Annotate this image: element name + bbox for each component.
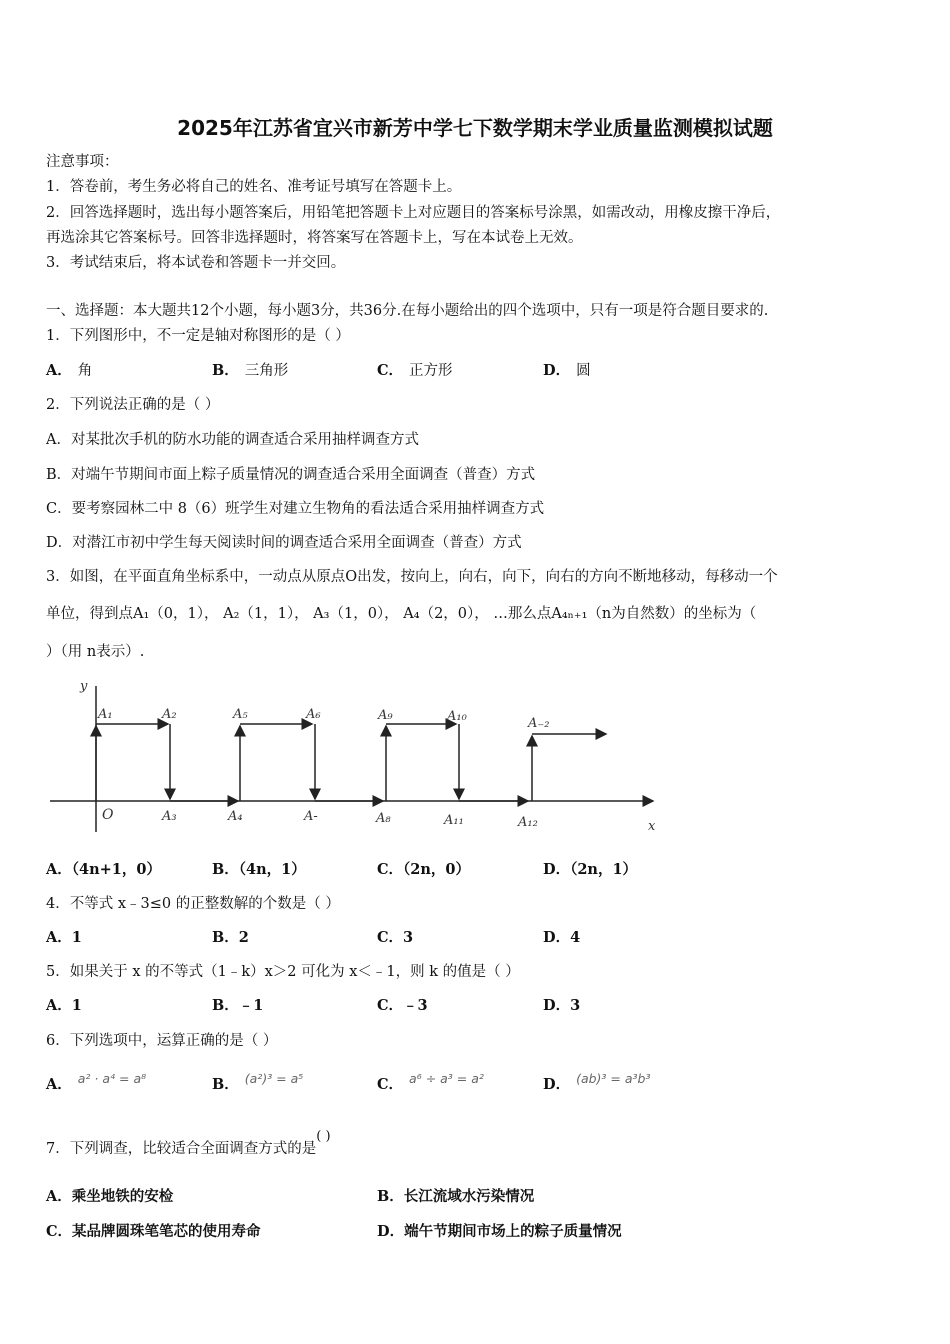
q1-option-a (46, 361, 92, 381)
question-3-line-2: 单位，得到点A₁（0，1）， A₂（1，1）， A₃（1，0）， A₄（2，0）， …那么点A₄ₙ₊₁（n为自然数）的坐标为（ (46, 606, 757, 622)
section-heading: 一、选择题：本大题共12个小题，每小题3分，共36分.在每小题给出的四个选项中，只有一项是符合题目要求的. (46, 303, 769, 319)
q7-answer-paren: ( ) (316, 1129, 331, 1144)
q6-option-b-expr: (a²)³ = a⁵ (244, 1071, 304, 1086)
q6-option-a (46, 1071, 147, 1095)
q6-option-d-expr: (ab)³ = a³b³ (576, 1071, 651, 1086)
q1-option-d (543, 361, 591, 381)
q6-option-d-label: D． (543, 1076, 571, 1093)
q6-option-c-expr: a⁶ ÷ a³ = a² (409, 1071, 484, 1086)
q4-option-a: A．1 (46, 929, 82, 946)
q3-option-d: D．（2n，1） (543, 861, 638, 878)
q1-option-c-text: 正方形 (409, 363, 453, 379)
q3-coordinate-figure (50, 672, 670, 842)
point-label: A₁₀ (447, 709, 467, 724)
question-1-stem: 1．下列图形中，不一定是轴对称图形的是（ ） (46, 328, 350, 344)
q6-option-a-expr: a² · a⁴ = a⁸ (77, 1071, 147, 1086)
notice-item-1: 1．答卷前，考生务必将自己的姓名、准考证号填写在答题卡上。 (46, 179, 462, 195)
page-title: 2025年江苏省宜兴市新芳中学七下数学期末学业质量监测模拟试题 (177, 116, 773, 140)
q5-option-d: D．3 (543, 997, 581, 1014)
q5-option-c: C．﹣3 (377, 997, 428, 1014)
question-4-stem: 4．不等式 x﹣3≤0 的正整数解的个数是（ ） (46, 896, 340, 912)
notice-item-3: 3．考试结束后，将本试卷和答题卡一并交回。 (46, 255, 346, 271)
q6-option-b (212, 1071, 304, 1095)
q5-option-b: B．﹣1 (212, 997, 264, 1014)
q1-option-d-text: 圆 (576, 363, 591, 379)
question-2-stem: 2．下列说法正确的是（ ） (46, 397, 220, 413)
q3-option-b: B．（4n，1） (212, 861, 306, 878)
q1-option-b-text: 三角形 (244, 363, 289, 379)
q7-option-b: B．长江流域水污染情况 (377, 1188, 535, 1205)
point-label: A₋₂ (528, 716, 550, 731)
question-3-line-3: ）（用 n表示）. (46, 644, 145, 660)
point-label: A₉ (378, 708, 393, 723)
point-label: A₁ (98, 707, 113, 722)
q7-option-d: D．端午节期间市场上的粽子质量情况 (377, 1223, 622, 1240)
q1-option-c-label: C． (377, 362, 404, 379)
point-label: A₆ (306, 707, 321, 722)
question-3-line-1: 3．如图，在平面直角坐标系中，一动点从原点O出发，按向上，向右，向下，向右的方向不断地移动，每移动一个 (46, 569, 778, 585)
q7-option-a: A．乘坐地铁的安检 (46, 1188, 174, 1205)
q1-option-d-label: D． (543, 362, 571, 379)
q6-option-c-label: C． (377, 1076, 404, 1093)
point-label: A₁₂ (518, 815, 538, 830)
notice-heading: 注意事项： (46, 154, 119, 170)
axis-y-label: y (80, 679, 88, 694)
point-label: A₄ (228, 809, 243, 824)
q2-option-b: B．对端午节期间市面上粽子质量情况的调查适合采用全面调查（普查）方式 (46, 467, 536, 483)
q7-stem-text: 7．下列调查，比较适合全面调查方式的是 (46, 1141, 317, 1157)
q3-option-c: C．（2n，0） (377, 861, 471, 878)
point-label: A₅ (233, 707, 248, 722)
q6-option-d (543, 1071, 651, 1095)
point-label: A₃ (162, 809, 177, 824)
q5-option-a: A．1 (46, 997, 82, 1014)
q1-option-c (377, 361, 453, 381)
notice-item-2b: 再选涂其它答案标号。回答非选择题时，将答案写在答题卡上，写在本试卷上无效。 (46, 230, 583, 246)
q1-option-b-label: B． (212, 362, 239, 379)
q4-option-d: D．4 (543, 929, 581, 946)
point-label: A₈ (376, 811, 391, 826)
notice-item-2a: 2．回答选择题时，选出每小题答案后，用铅笔把答题卡上对应题目的答案标号涂黑，如需改动，用橡皮擦干净后， (46, 205, 781, 221)
question-7-stem (46, 1129, 331, 1160)
axis-x-label: x (648, 819, 656, 834)
question-6-stem: 6．下列选项中，运算正确的是（ ） (46, 1033, 278, 1049)
q6-option-b-label: B． (212, 1076, 239, 1093)
q3-option-a: A．（4n+1，0） (46, 861, 161, 878)
q7-option-c: C．某品牌圆珠笔笔芯的使用寿命 (46, 1223, 261, 1240)
point-label: A₂ (162, 707, 177, 722)
origin-label: O (102, 807, 114, 823)
question-5-stem: 5．如果关于 x 的不等式（1﹣k）x＞2 可化为 x＜﹣1，则 k 的值是（ ） (46, 964, 520, 980)
q6-option-c (377, 1071, 484, 1095)
point-label: A- (304, 809, 318, 824)
q2-option-a: A．对某批次手机的防水功能的调查适合采用抽样调查方式 (46, 432, 419, 448)
q1-option-b (212, 361, 288, 381)
q1-option-a-label: A． (46, 362, 72, 379)
q4-option-b: B．2 (212, 929, 249, 946)
q2-option-c: C．要考察园林二中 8（6）班学生对建立生物角的看法适合采用抽样调查方式 (46, 501, 545, 517)
q6-option-a-label: A． (46, 1076, 72, 1093)
q2-option-d: D．对潜江市初中学生每天阅读时间的调查适合采用全面调查（普查）方式 (46, 535, 522, 551)
q1-option-a-text: 角 (77, 363, 93, 379)
point-label: A₁₁ (444, 813, 464, 828)
q4-option-c: C．3 (377, 929, 414, 946)
